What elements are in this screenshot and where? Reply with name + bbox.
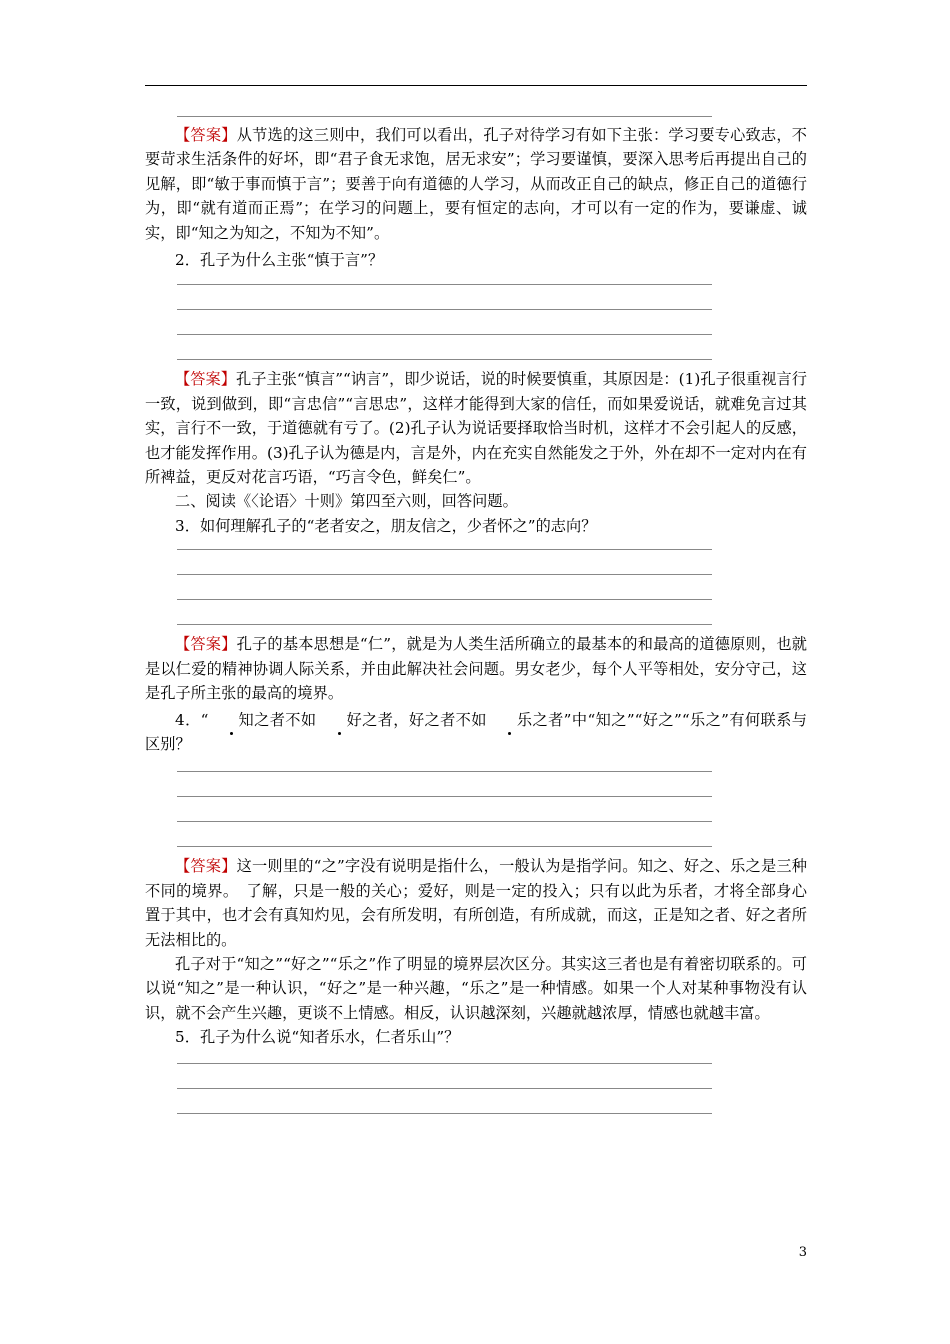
writing-line	[177, 284, 712, 285]
q4-text: 4．“	[175, 710, 209, 729]
page-number: 3	[798, 1245, 807, 1260]
emphasis-char: 乐	[487, 708, 532, 732]
answer-label: 【答案】	[175, 126, 237, 144]
writing-line	[177, 574, 712, 575]
answer-3	[145, 632, 807, 705]
header-rule	[145, 85, 807, 86]
writing-line	[177, 599, 712, 600]
writing-line	[177, 309, 712, 310]
answer-text: 从节选的这三则中，我们可以看出，孔子对待学习有如下主张：学习要专心致志，不要苛求生活条件的好坏，即“君子食无求饱，居无求安”；学习要谨慎，要深入思考后再提出自己的见解，即“敏于事而慎于言”；要善于向有道德的人学习，从而改正自己的缺点，修正自己的道德行为，即“就有道而正焉”；在学习的问题上，要有恒定的志向，才可以有一定的作为，要谦虚、诚实，即“知之为知之，不知为不知”。	[145, 126, 807, 242]
answer-lines	[145, 771, 807, 847]
writing-line	[177, 796, 712, 797]
q4-text: 之者不如	[253, 710, 317, 729]
answer-lines	[145, 549, 807, 625]
answer-text: 孔子的基本思想是“仁”，就是为人类生活所确立的最基本的和最高的道德原则，也就是以仁爱的精神协调人际关系，并由此解决社会问题。男女老少，每个人平等相处，安分守己，这是孔子所主张的最高的境界。	[145, 635, 807, 703]
writing-line	[177, 1063, 712, 1064]
writing-line	[177, 1113, 712, 1114]
writing-line	[177, 846, 712, 847]
worksheet-page	[145, 116, 807, 1114]
writing-line	[177, 821, 712, 822]
answer-label: 【答案】	[175, 857, 237, 876]
question-5: 5．孔子为什么说“知者乐水，仁者乐山”？	[175, 1028, 460, 1047]
answer-1	[145, 123, 807, 245]
answer-4-continued: 孔子对于“知之”“好之”“乐之”作了明显的境界层次区分。其实这三者也是有着密切联系的。可以说“知之”是一种认识，“好之”是一种兴趣，“乐之”是一种情感。如果一个人对某种事物没有认识，就不会产生兴趣，更谈不上情感。相反，认识越深刻，兴趣就越浓厚，情感也就越丰富。	[145, 954, 807, 1022]
answer-lines	[145, 116, 807, 117]
writing-line	[177, 549, 712, 550]
question-2: 2．孔子为什么主张“慎于言”？	[175, 251, 384, 270]
question-3: 3．如何理解孔子的“老者安之，朋友信之，少者怀之”的志向？	[175, 516, 597, 535]
answer-text: 这一则里的“之”字没有说明是指什么，一般认为是指学问。知之、好之、乐之是三种不同的境界。 了解，只是一般的关心；爱好，则是一定的投入；只有以此为乐者，才将全部身心置于其中，也才会有真知灼见，会有所发明，有所创造，有所成就，而这，正是知之者、好之者所无法相比的。	[145, 857, 807, 949]
writing-line	[177, 1088, 712, 1089]
answer-2	[145, 367, 807, 489]
writing-line	[177, 359, 712, 360]
answer-text: 孔子主张“慎言”“讷言”，即少说话，说的时候要慎重，其原因是：(1)孔子很重视言行一致，说到做到，即“言忠信”“言思忠”，这样才能得到大家的信任，而如果爱说话，就难免言过其实，言行不一致，于道德就有亏了。(2)孔子认为说话要择取恰当时机，这样才不会引起人的反感，也才能发挥作用。(3)孔子认为德是内，言是外，内在充实自然能发之于外，外在却不一定对内在有所裨益，更反对花言巧语，“巧言令色，鲜矣仁”。	[145, 370, 808, 487]
writing-line	[177, 624, 712, 625]
writing-line	[177, 771, 712, 772]
section-two-heading: 二、阅读《〈论语〉十则》第四至六则，回答问题。	[175, 492, 518, 511]
answer-lines	[145, 284, 807, 360]
writing-line	[177, 116, 712, 117]
emphasis-char: 知	[208, 708, 253, 732]
q4-text: 之者”中“知之”“好之”“乐之”有何联系与区别？	[145, 710, 807, 753]
question-4	[145, 708, 807, 757]
answer-label: 【答案】	[175, 635, 237, 654]
answer-label: 【答案】	[175, 370, 236, 389]
answer-4	[145, 854, 807, 952]
writing-line	[177, 334, 712, 335]
answer-lines	[145, 1063, 807, 1114]
emphasis-char: 好	[316, 708, 361, 732]
q4-text: 之者，好之者不如	[361, 710, 487, 729]
